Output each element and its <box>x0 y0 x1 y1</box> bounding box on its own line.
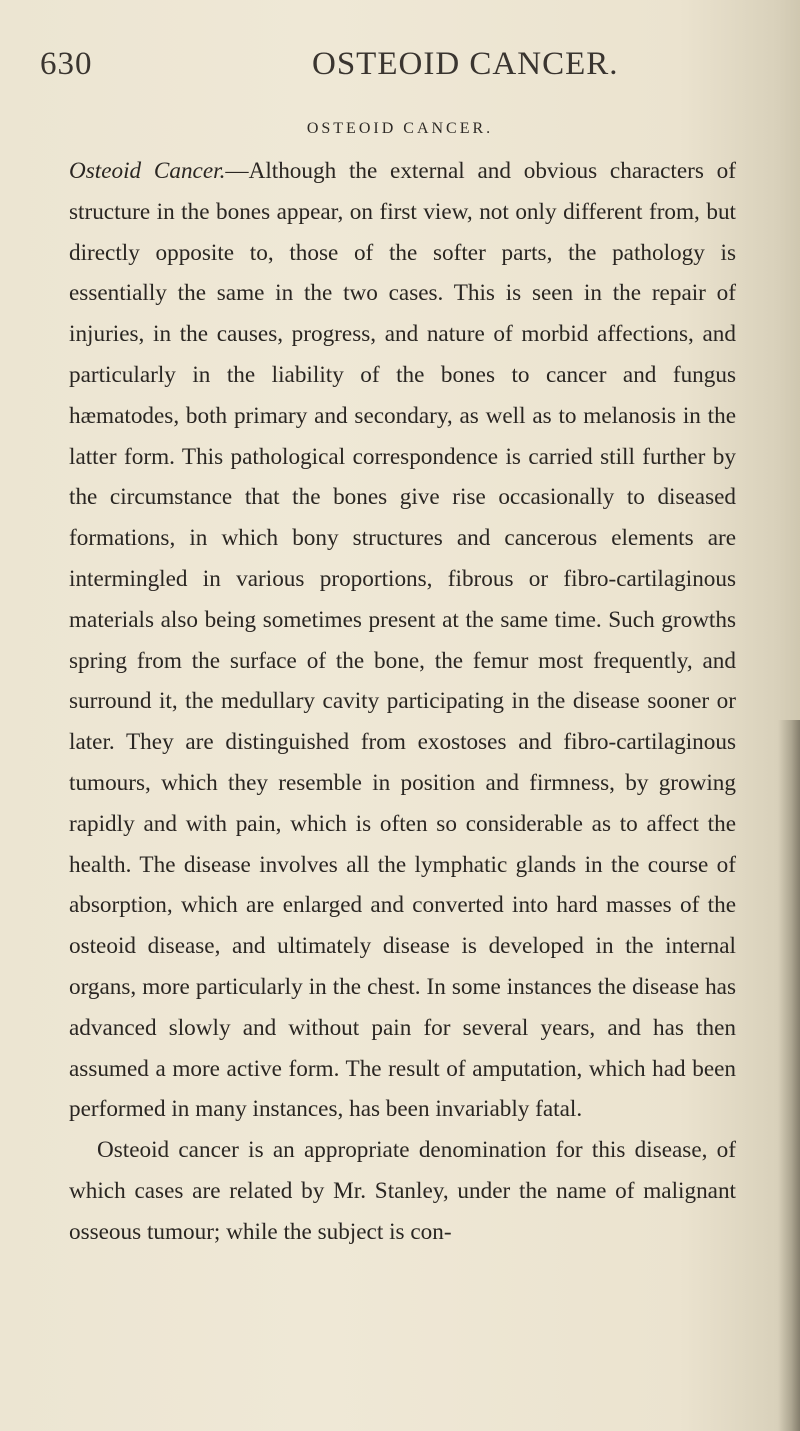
paragraph-2: Osteoid cancer is an appropriate denomination for this disease, of which cases are related by Mr. Stanley, under the name of malignant osseous tumour; while the subject is con- <box>69 1137 736 1245</box>
paragraph-1-body: —Although the external and obvious characters of structure in the bones appear, on first view, not only different from, but directly opposite to, those of the softer parts, the pathology is essentially the same in the two cases. This is seen in the repair of injuries, in the causes, progress, and nature of morbid affections, and particularly in the liability of the bones to cancer and fungus hæmatodes, both primary and secondary, as well as to melanosis in the latter form. This pathological correspondence is carried still further by the circumstance that the bones give rise occasionally to diseased formations, in which bony structures and cancerous elements are intermingled in various proportions, fibrous or fibro-cartilaginous materials also being sometimes present at the same time. Such growths spring from the surface of the bone, the femur most frequently, and surround it, the medullary cavity participating in the disease sooner or later. They are distinguished from exostoses and fibro-cartilaginous tumours, which they resemble in position and firmness, by growing rapidly and with pain, which is often so considerable as to affect the health. The disease involves all the lymphatic glands in the course of absorption, which are enlarged and converted into hard masses of the osteoid disease, and ultimately disease is developed in the internal organs, more particularly in the chest. In some instances the disease has advanced slowly and without pain for several years, and has then assumed a more active form. The result of amputation, which had been performed in many instances, has been invariably fatal. <box>69 158 736 1123</box>
paragraph-1 <box>69 151 736 1130</box>
page-edge-shadow <box>778 720 800 1431</box>
paragraph-lead: Osteoid Cancer. <box>69 158 226 184</box>
running-title: OSTEOID CANCER. <box>312 46 619 82</box>
page-number: 630 <box>40 46 93 82</box>
body-text <box>69 151 736 1253</box>
section-heading: OSTEOID CANCER. <box>306 120 494 137</box>
